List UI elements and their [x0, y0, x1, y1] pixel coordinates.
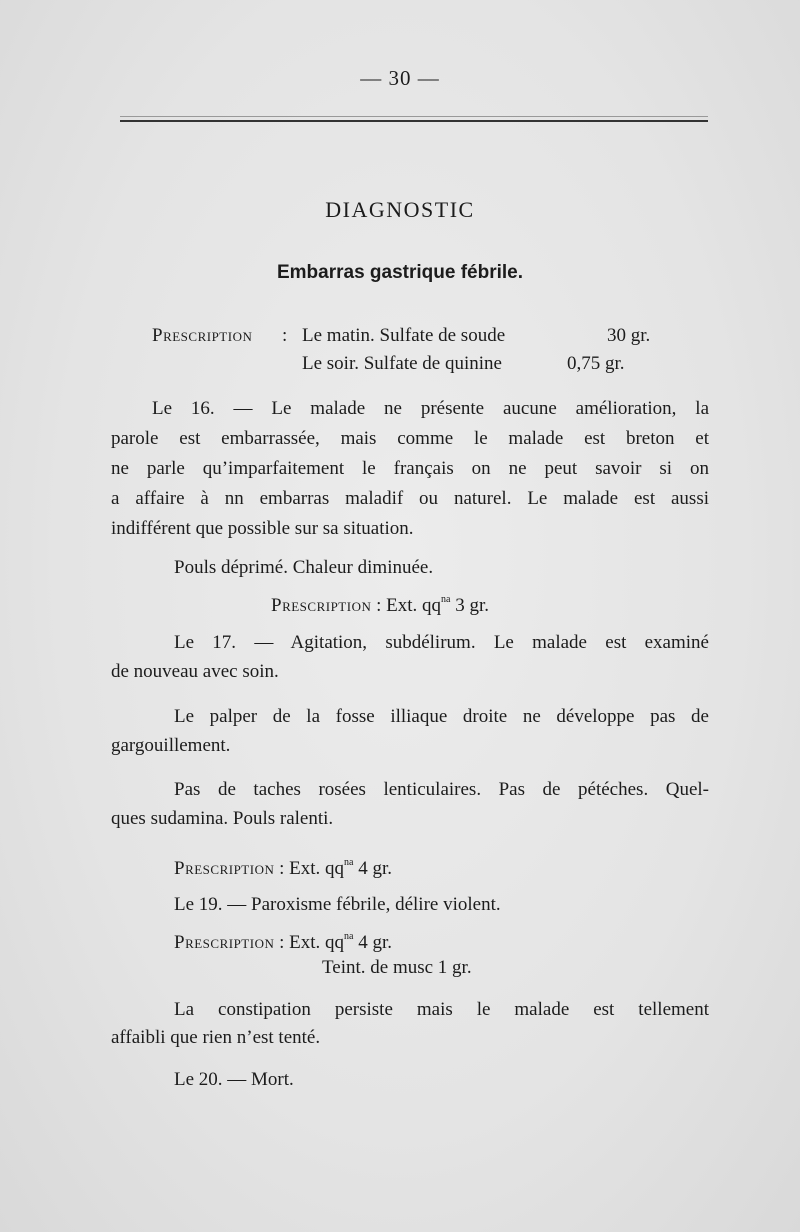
- prescription-label: Prescription: [174, 858, 275, 879]
- header-rule: [120, 120, 708, 122]
- prescription-colon: :: [279, 932, 285, 953]
- pouls-line: Pouls déprimé. Chaleur diminuée.: [174, 557, 434, 578]
- paragraph-16-line: ne parle qu’imparfaitement le français on ne peut savoir si on: [111, 458, 709, 479]
- header-rule-thin: [120, 116, 708, 117]
- rx2-sup: na: [441, 594, 451, 605]
- rx4-ext: Ext. qq: [289, 932, 345, 953]
- rx1-line1-text: Le matin. Sulfate de soude: [302, 325, 506, 346]
- page-number: — 30 —: [360, 66, 440, 90]
- prescription-colon: :: [282, 325, 288, 346]
- paragraph-16-line: parole est embarrassée, mais comme le malade est breton et: [111, 428, 709, 449]
- prescription-label: Prescription: [174, 932, 275, 953]
- prescription-colon: :: [376, 595, 382, 616]
- rx3-sup: na: [344, 857, 354, 868]
- rx3-dose: 4 gr.: [353, 858, 393, 879]
- rx1-line2-dose: 0,75 gr.: [567, 353, 625, 374]
- taches-line: ques sudamina. Pouls ralenti.: [111, 808, 334, 829]
- constipation-line: affaibli que rien n’est tenté.: [111, 1027, 321, 1048]
- rx4-line2: Teint. de musc 1 gr.: [322, 957, 472, 978]
- rx3-ext: Ext. qq: [289, 858, 345, 879]
- diagnosis-title: Embarras gastrique fébrile.: [276, 262, 524, 283]
- rx4-line: [174, 925, 392, 955]
- section-heading: DIAGNOSTIC: [325, 197, 475, 222]
- prescription-colon: :: [279, 858, 285, 879]
- prescription-label: Prescription: [152, 325, 253, 346]
- paragraph-20: Le 20. — Mort.: [174, 1069, 294, 1090]
- rx4-sup: na: [344, 931, 354, 942]
- rx2-line: [271, 588, 489, 618]
- rx3-line: [174, 851, 392, 881]
- prescription-label: Prescription: [271, 595, 372, 616]
- paragraph-16-line: a affaire à nn embarras maladif ou naturel. Le malade est aussi: [111, 488, 709, 509]
- taches-line: Pas de taches rosées lenticulaires. Pas de pétéches. Quel-: [174, 779, 709, 800]
- palper-line: gargouillement.: [111, 735, 231, 756]
- palper-line: Le palper de la fosse illiaque droite ne développe pas de: [174, 706, 709, 727]
- rx2-ext: Ext. qq: [386, 595, 442, 616]
- paragraph-17-line: de nouveau avec soin.: [111, 661, 279, 682]
- paragraph-17-line: Le 17. — Agitation, subdélirum. Le malade est examiné: [174, 632, 709, 653]
- paragraph-16-line: Le 16. — Le malade ne présente aucune amélioration, la: [152, 398, 709, 419]
- rx2-dose: 3 gr.: [450, 595, 490, 616]
- constipation-line: La constipation persiste mais le malade est tellement: [174, 999, 709, 1020]
- rx1-line1-dose: 30 gr.: [607, 325, 651, 346]
- paragraph-19: Le 19. — Paroxisme fébrile, délire violent.: [174, 894, 501, 915]
- paragraph-16-line: indifférent que possible sur sa situation.: [111, 518, 414, 539]
- rx4-dose: 4 gr.: [353, 932, 393, 953]
- rx1-line2-text: Le soir. Sulfate de quinine: [302, 353, 502, 374]
